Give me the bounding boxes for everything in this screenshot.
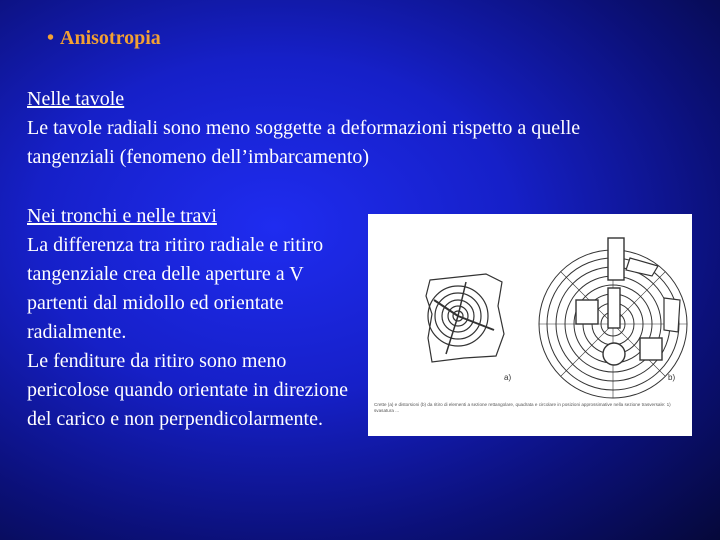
figure-b-drawing: [539, 238, 687, 398]
section-tronchi-body-2: Le fenditure da ritiro sono meno pericolose quando orientate in direzione del carico e non perpendicolarmente.: [27, 350, 348, 430]
section-tronchi-heading: Nei tronchi e nelle travi: [27, 205, 217, 227]
wood-shrinkage-drawing: [368, 214, 692, 436]
title-text: Anisotropia: [60, 27, 161, 49]
title-bullet: •: [47, 27, 55, 49]
section-tronchi: [27, 202, 357, 434]
section-tronchi-body-1: La differenza tra ritiro radiale e ritiro tangenziale crea delle aperture a V partenti dal midollo ed orientate radialmente.: [27, 234, 324, 343]
figure-b-label: b): [668, 373, 676, 382]
section-tavole: [27, 85, 667, 172]
figure-a-drawing: [426, 274, 504, 362]
figure-caption: Crette (a) e distorsioni (b) da ritiro di elementi a sezione rettangolare, quadrata e circolare in posizioni approssimative nella sezione trasversale: 1) svasatura ...: [374, 402, 671, 413]
slide-title: [47, 27, 161, 50]
section-tavole-body: Le tavole radiali sono meno soggette a deformazioni rispetto a quelle tangenziali (fenomeno dell’imbarcamento): [27, 117, 581, 168]
wood-shrinkage-figure: [368, 214, 692, 436]
figure-a-label: a): [504, 373, 512, 382]
section-tavole-heading: Nelle tavole: [27, 88, 125, 110]
